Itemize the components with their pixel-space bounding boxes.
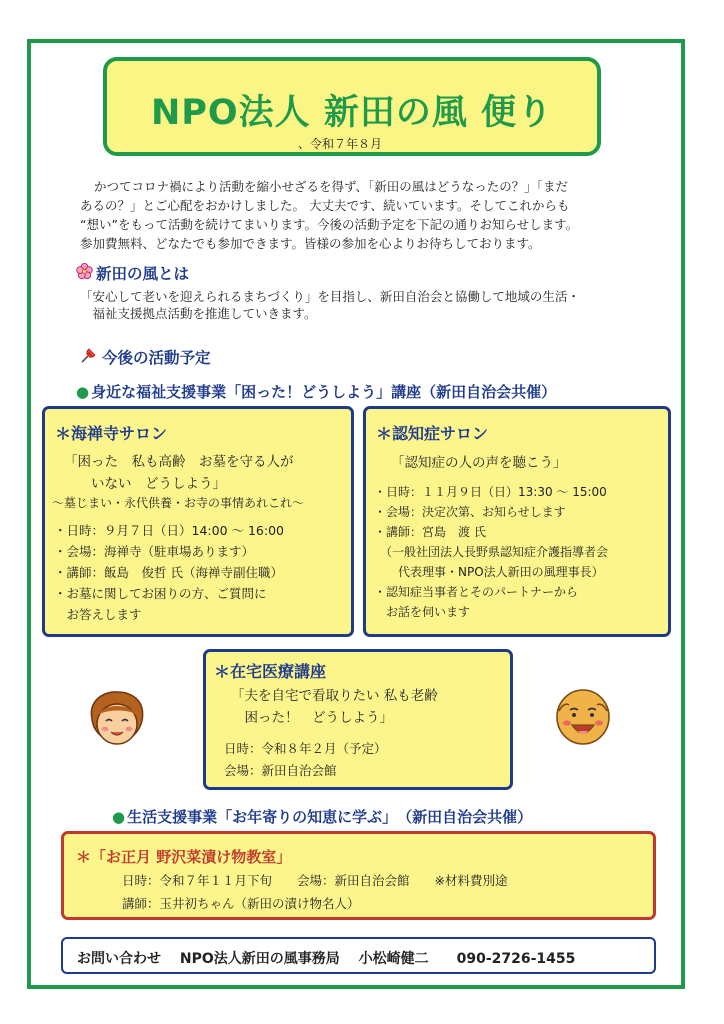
kaizenji-salon-details — [54, 520, 284, 625]
detail-line: ・日時：９月７日（日）14:00 〜 16:00 — [54, 523, 284, 538]
about-line: 福祉支援拠点活動を推進していきます。 — [80, 306, 317, 321]
living-support-text: 生活支援事業「お年寄りの知恵に学ぶ」 （新田自治会共催） — [127, 808, 533, 826]
detail-line: ・会場：決定次第、お知らせします — [374, 505, 566, 519]
schedule-heading: 今後の活動予定 — [102, 349, 211, 367]
welfare-section-heading — [76, 381, 556, 402]
page-title: NPO法人 新田の風 便り — [150, 93, 554, 133]
dementia-salon-details — [374, 482, 608, 622]
dementia-salon-quote: 「認知症の人の声を聴こう」 — [391, 455, 567, 471]
bullet-icon: ● — [76, 383, 90, 401]
contact-info-text: お問い合わせ NPO法人新田の風事務局 小松崎健二 090-2726-1455 — [77, 951, 576, 967]
dementia-salon-title: ＊認知症サロン — [376, 424, 489, 443]
pickle-class-title: ＊「お正月 野沢菜漬け物教室」 — [76, 848, 292, 866]
quote-line: 「困った 私も高齢 お墓を守る人が — [64, 454, 294, 470]
detail-line: ・日時：１１月９日（日）13:30 〜 15:00 — [374, 485, 607, 499]
living-support-heading — [112, 806, 532, 827]
quote-line: いない どうしよう」 — [64, 476, 226, 492]
detail-line: 会場：新田自治会館 — [224, 763, 337, 778]
intro-line: かつてコロナ禍により活動を縮小せざるを得ず、「新田の風はどうなったの？」「まだ — [94, 179, 569, 194]
intro-paragraph — [80, 177, 655, 253]
kaizenji-salon-quote — [64, 451, 294, 495]
kaizenji-salon-subtitle: 〜墓じまい・永代供養・お寺の事情あれこれ〜 — [52, 496, 305, 510]
pickle-class-schedule: 日時：令和７年１１月下旬 会場：新田自治会館 ※材料費別途 — [122, 873, 508, 888]
pickle-class-teacher: 講師：玉井初ちゃん（新田の漬け物名人） — [122, 896, 360, 911]
quote-line: 「夫を自宅で看取りたい 私も老齢 — [231, 688, 438, 704]
welfare-section-text: 身近な福祉支援事業「困った！どうしよう」講座（新田自治会共催） — [91, 383, 557, 401]
issue-date: 、令和７年８月 — [298, 137, 383, 151]
contact-info-box — [61, 937, 656, 974]
detail-line: ・お墓に関してお困りの方、ご質問に — [54, 586, 267, 601]
grandpa-face-icon — [552, 685, 614, 747]
homecare-lecture-quote — [231, 685, 438, 729]
intro-line: 参加費無料、どなたでも参加できます。皆様の参加を心よりお待ちしております。 — [80, 236, 541, 251]
intro-line: “想い”をもって活動を続けてまいります。今後の活動予定を下記の通りお知らせします。 — [80, 217, 579, 232]
pushpin-icon — [79, 345, 99, 365]
homecare-lecture-details — [224, 738, 387, 782]
detail-line: 代表理事・NPO法人新田の風理事長） — [374, 565, 604, 579]
detail-line: ・講師：宮島 渡 氏 — [374, 525, 486, 539]
homecare-lecture-title: ＊在宅医療講座 — [214, 662, 327, 681]
detail-line: ・会場：海禅寺（駐車場あります） — [54, 544, 255, 559]
about-line: 「安心して老いを迎えられるまちづくり」を目指し、新田自治会と協働して地域の生活・ — [80, 289, 580, 304]
detail-line: お答えします — [54, 607, 142, 622]
about-text — [80, 288, 580, 322]
flower-icon — [76, 263, 93, 280]
bullet-icon: ● — [112, 808, 126, 826]
grandma-face-icon — [86, 689, 148, 749]
detail-line: （一般社団法人長野県認知症介護指導者会 — [374, 545, 609, 559]
detail-line: お話を伺います — [374, 605, 471, 619]
about-heading: 新田の風とは — [96, 265, 190, 283]
quote-line: 困った！ どうしよう」 — [231, 710, 393, 726]
detail-line: 日時：令和８年２月（予定） — [224, 741, 387, 756]
detail-line: ・講師：飯島 俊哲 氏（海禅寺副住職） — [54, 565, 283, 580]
intro-line: あるの？」とご心配をおかけしました。 大丈夫です、続いています。そしてこれからも — [80, 198, 570, 213]
kaizenji-salon-title: ＊海禅寺サロン — [55, 424, 168, 443]
detail-line: ・認知症当事者とそのパートナーから — [374, 585, 579, 599]
pickle-class-card — [61, 831, 656, 920]
